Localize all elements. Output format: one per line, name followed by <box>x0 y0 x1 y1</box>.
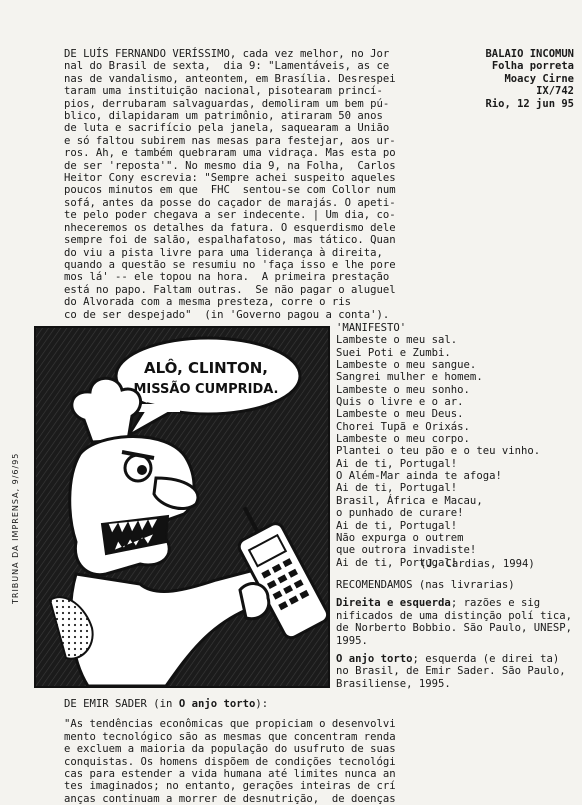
quote-line: cas para estender a vida humana até limites nunca an <box>64 768 396 781</box>
poem-line: Brasil, África e Macau, <box>336 494 483 507</box>
article-line: está no papo. Faltam outras. Se não pagar o aluguel <box>64 283 396 296</box>
book-entry <box>336 597 576 647</box>
poem-line: Não expurga o outrem <box>336 531 464 544</box>
article-line: de ser 'reposta'". No mesmo dia 9, na Folha, Carlos <box>64 159 396 172</box>
book-entry <box>336 653 576 690</box>
poem-line: Ai de ti, Portugal! <box>336 556 458 569</box>
masthead-author: Moacy Cirne <box>504 72 574 85</box>
emir-heading <box>64 698 574 710</box>
article-line: do Alvorada com a mesma presteza, corre o ris <box>64 296 352 309</box>
emir-body <box>64 718 574 805</box>
poem-line: Lambeste o meu sonho. <box>336 383 470 396</box>
article-line: DE LUÍS FERNANDO VERÍSSIMO, cada vez melhor, no Jor <box>64 48 390 60</box>
book-details: ; esquerda (e direi ta) no Brasil, de Emir Sader. São Paulo, Brasiliense, 1995. <box>336 653 566 690</box>
poem-body <box>336 334 572 569</box>
masthead-title: BALAIO INCOMUN <box>485 48 574 60</box>
article-line: mos lá' -- ele topou na hora. A primeira prestação <box>64 271 390 284</box>
quote-line: mento tecnológico são as mesmas que concentram renda <box>64 730 396 743</box>
masthead-subtitle: Folha porreta <box>491 60 574 73</box>
article-line: do viu a pista livre para uma liderança à direita, <box>64 246 383 259</box>
poem-line: Lambeste o meu sal. <box>336 334 458 347</box>
article-line: quando a questão se resumiu no 'faça isso e lhe pore <box>64 258 396 271</box>
poem-line: Chorei Tupã e Orixás. <box>336 420 470 433</box>
quote-line: tes imaginados; no entanto, gerações inteiras de crí <box>64 780 396 793</box>
article-line: co de ser despejado" (in 'Governo pagou a conta'). <box>64 308 390 321</box>
poem-line: Lambeste o meu corpo. <box>336 433 470 446</box>
recommendations-heading: RECOMENDAMOS (nas livrarias) <box>336 579 515 591</box>
quote-line: e excluem a maioria da população do usufruto de suas <box>64 743 396 756</box>
poem-line: Ai de ti, Portugal! <box>336 482 458 495</box>
article-line: nas de vandalismo, anteontem, em Brasília. Desrespei <box>64 72 396 85</box>
poem-line: Lambeste o meu sangue. <box>336 359 477 372</box>
poem-line: que outrora invadiste! <box>336 544 477 557</box>
book-title: O anjo torto <box>336 653 413 666</box>
article-line: sofá, antes da posse do caçador de marajás. O apeti- <box>64 196 396 209</box>
article-line: taram uma instituição nacional, pisotearam princí- <box>64 85 383 98</box>
poem-line: Suei Poti e Zumbi. <box>336 346 451 359</box>
article-line: Heitor Cony escrevia: "Sempre achei suspeito aqueles <box>64 172 396 185</box>
poem-credit: (J. Cardias, 1994) <box>420 558 535 570</box>
quote-line: "As tendências econômicas que propiciam o desenvolvi <box>64 718 396 731</box>
emir-heading-prefix: DE EMIR SADER (in <box>64 698 179 710</box>
poem-line: o punhado de curare! <box>336 507 464 520</box>
article-line: te pelo poder chegava a ser indecente. | Um dia, co- <box>64 209 396 222</box>
article-line: e só faltou subirem nas mesas para festejar, aos ur- <box>64 134 396 147</box>
poem-line: Plantei o teu pão e o teu vinho. <box>336 445 541 458</box>
masthead-date: Rio, 12 jun 95 <box>485 97 574 110</box>
speech-line-1: ALÔ, CLINTON, <box>144 359 268 377</box>
poem-line: Ai de ti, Portugal! <box>336 519 458 532</box>
poem-line: O Além-Mar ainda te afoga! <box>336 470 502 483</box>
cartoon-drawing <box>36 328 328 686</box>
book-details: ; razões e sig nificados de uma distinção polí tica, de Norberto Bobbio. São Paulo, UNESP, 1995. <box>336 597 572 647</box>
poem-title: 'MANIFESTO' <box>336 322 407 334</box>
masthead-issue: IX/742 <box>536 85 574 98</box>
emir-heading-title: O anjo torto <box>178 698 256 710</box>
poem-line: Quis o livre e o ar. <box>336 396 464 409</box>
main-article <box>64 48 454 321</box>
article-line: nal do Brasil de sexta, dia 9: "Lamentáveis, as ce <box>64 60 390 73</box>
emir-heading-suffix: ): <box>255 698 269 710</box>
poem <box>336 322 572 569</box>
quote-line: anças continuam a morrer de desnutrição, de doenças <box>64 792 396 805</box>
poem-line: Lambeste o meu Deus. <box>336 408 464 421</box>
book-title: Direita e esquerda <box>336 597 451 610</box>
article-line: blico, dilapidaram um patrimônio, atiraram 50 anos <box>64 110 383 123</box>
speech-line-2: MISSÃO CUMPRIDA. <box>133 382 279 397</box>
article-line: nheceremos os detalhes da fatura. O esquerdismo dele <box>64 221 396 234</box>
article-line: ros. Ah, e também quebraram uma vidraça. Mas esta po <box>64 147 396 160</box>
recommendations <box>336 579 576 696</box>
emir-quote <box>64 698 574 805</box>
quote-line: conquistas. Os homens dispõem de condições tecnológi <box>64 755 396 768</box>
article-line: sempre foi de salão, espalhafatoso, mas tático. Quan <box>64 234 396 247</box>
poem-line: Ai de ti, Portugal! <box>336 457 458 470</box>
article-line: poucos minutos em que FHC sentou-se com Collor num <box>64 184 396 197</box>
article-line: pios, derrubaram salvaguardas, demoliram um bem pú- <box>64 97 390 110</box>
poem-line: Sangrei mulher e homem. <box>336 371 483 384</box>
masthead <box>462 48 574 110</box>
cartoon-image <box>34 326 330 688</box>
cartoon-caption: TRIBUNA DA IMPRENSA, 9/6/95 <box>11 452 20 604</box>
article-line: de luta e sacrifício pela janela, saquearam a União <box>64 122 390 135</box>
